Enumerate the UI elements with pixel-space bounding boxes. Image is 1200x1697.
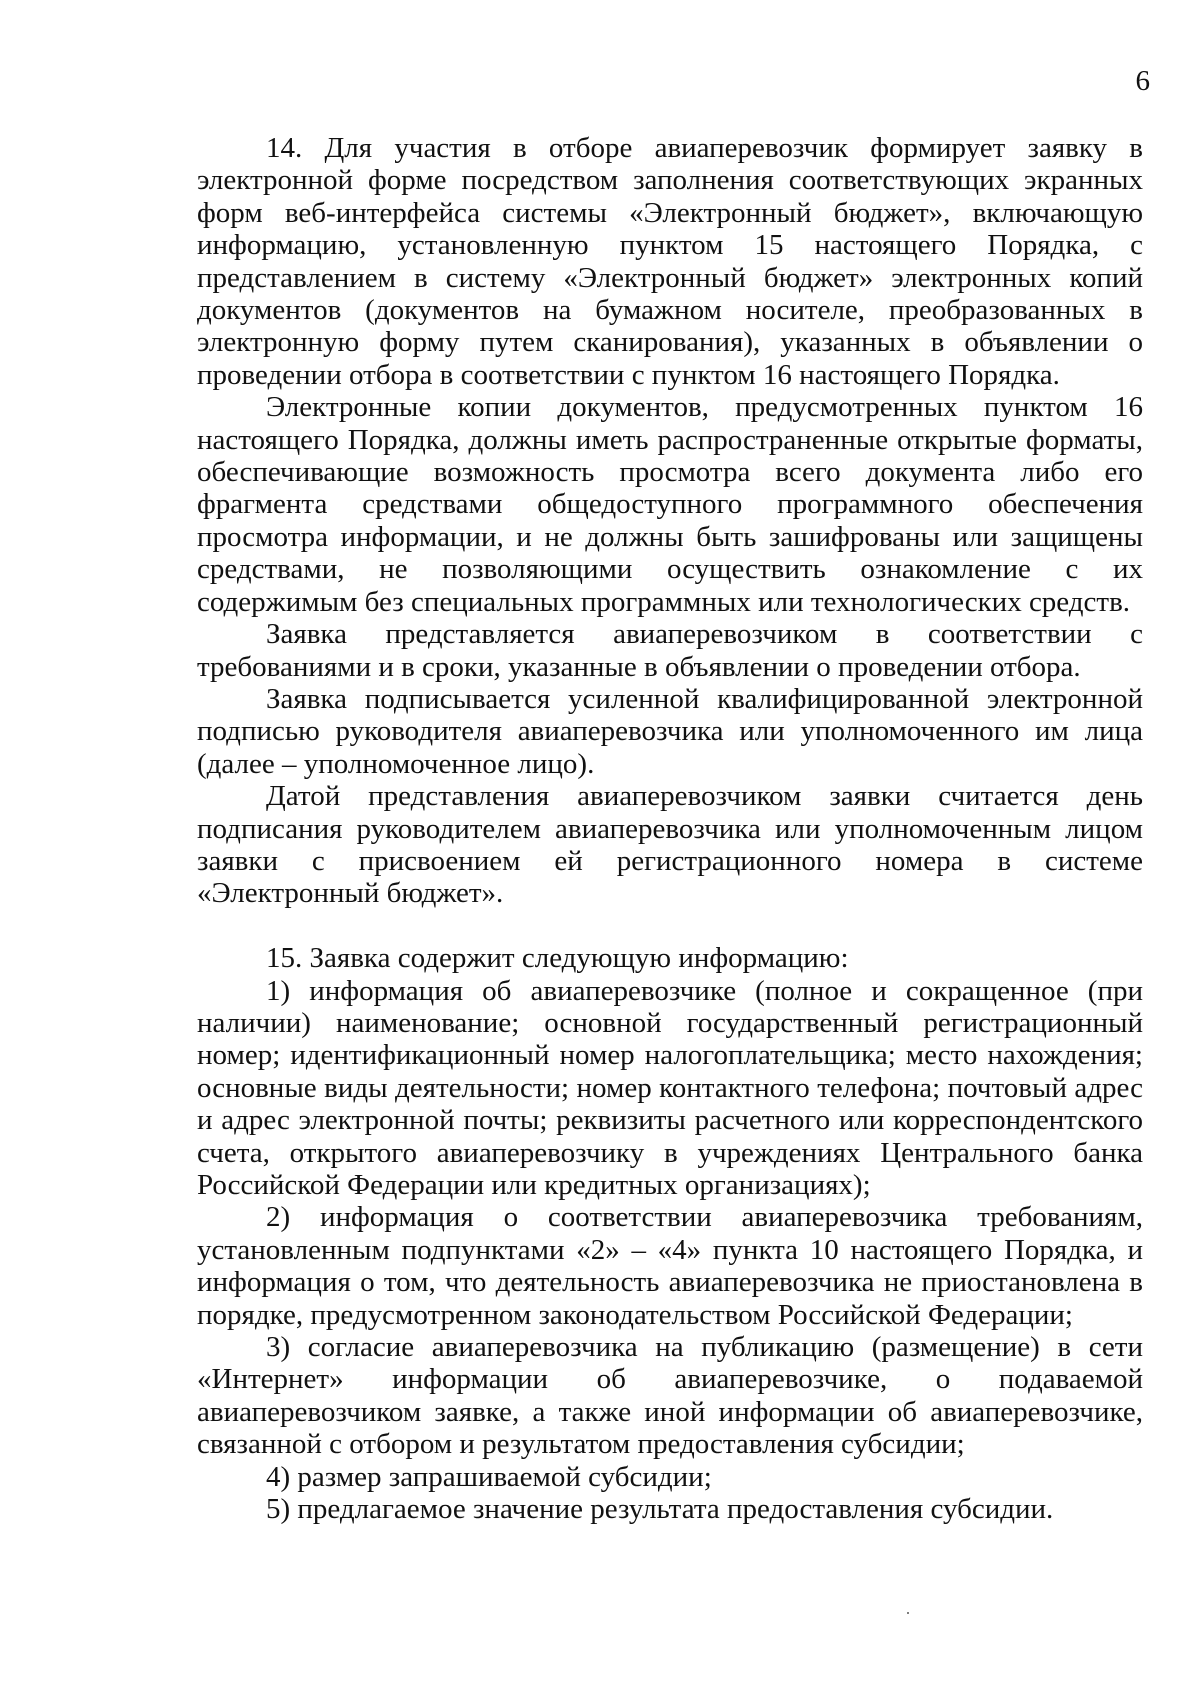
page-number: 6: [1135, 65, 1150, 97]
paragraph-14-application: 14. Для участия в отборе авиаперевозчик формирует заявку в электронной форме посредством заполнения соответствующих экранных форм веб-интерфейса системы «Электронный бюджет», включающую информацию, установленную пунктом 15 настоящего Порядка, с представлением в систему «Электронный бюджет» электронных копий документов (документов на бумажном носителе, преобразованных в электронную форму путем сканирования), указанных в объявлении о проведении отбора в соответствии с пунктом 16 настоящего Порядка.: [197, 132, 1143, 391]
paragraph-15-heading: 15. Заявка содержит следующую информацию:: [266, 942, 849, 975]
paragraph-electronic-copies: Электронные копии документов, предусмотренных пунктом 16 настоящего Порядка, должны иметь распространенные открытые форматы, обеспечивающие возможность просмотра всего документа либо его фрагмента средствами общедоступного программного обеспечения просмотра информации, и не должны быть зашифрованы или защищены средствами, не позволяющими осуществить ознакомление с их содержимым без специальных программных или технологических средств.: [197, 391, 1143, 618]
document-body: [197, 132, 1143, 1525]
paragraph-application-signature: Заявка подписывается усиленной квалифицированной электронной подписью руководителя авиаперевозчика или уполномоченного им лица (далее – уполномоченное лицо).: [197, 682, 1143, 780]
list-item-5: 5) предлагаемое значение результата предоставления субсидии.: [266, 1493, 1054, 1526]
paragraph-submission-date: Датой представления авиаперевозчиком заявки считается день подписания руководителем авиаперевозчика или уполномоченным лицом заявки с присвоением ей регистрационного номера в системе «Электронный бюджет».: [197, 780, 1143, 910]
scan-speck: [907, 1612, 909, 1614]
list-item-4: 4) размер запрашиваемой субсидии;: [266, 1460, 712, 1493]
list-item-2: 2) информация о соответствии авиаперевозчика требованиям, установленным подпунктами «2» – «4» пункта 10 настоящего Порядка, и информация о том, что деятельность авиаперевозчика не приостановлена в порядке, предусмотренном законодательством Российской Федерации;: [197, 1201, 1143, 1331]
list-item-3: 3) согласие авиаперевозчика на публикацию (размещение) в сети «Интернет» информации об авиаперевозчике, о подаваемой авиаперевозчиком заявке, а также иной информации об авиаперевозчике, связанной с отбором и результатом предоставления субсидии;: [197, 1331, 1143, 1461]
list-item-1: 1) информация об авиаперевозчике (полное и сокращенное (при наличии) наименование; основной государственный регистрационный номер; идентификационный номер налогоплательщика; место нахождения; основные виды деятельности; номер контактного телефона; почтовый адрес и адрес электронной почты; реквизиты расчетного или корреспондентского счета, открытого авиаперевозчику в учреждениях Центрального банка Российской Федерации или кредитных организациях);: [197, 974, 1143, 1201]
paragraph-application-submission: Заявка представляется авиаперевозчиком в соответствии с требованиями и в сроки, указанные в объявлении о проведении отбора.: [197, 618, 1143, 683]
